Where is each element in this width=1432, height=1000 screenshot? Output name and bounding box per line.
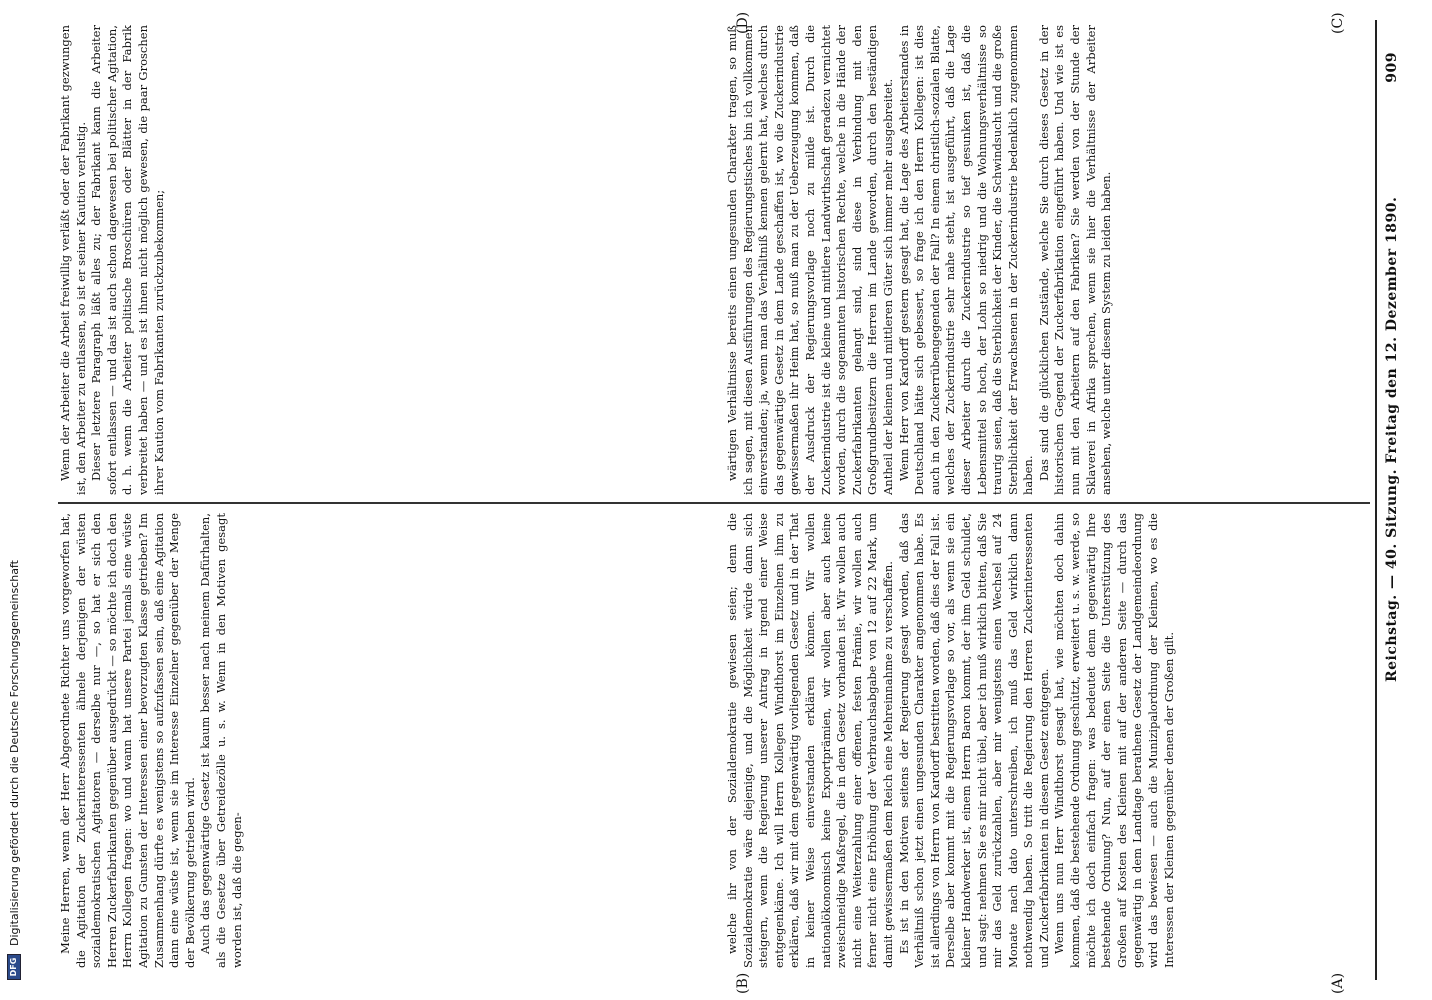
paragraph: welche ihr von der Sozialdemokratie gewiesen seien; denn die Sozialdemokratie wäre diejenige, und die Möglichkeit würde dann sich steigern, wenn die Regierung unserer Antrag in irgend einer Weise entgegenkäme. Ich will Herrn Kollegen Windthorst im Einzelnen ihm zu erklären, daß wir mit dem gegenwärtig vorliegenden Gesetz und in der That in keiner Weise einverstanden erklären können. Wir wollen nationalökonomisch keine Exportprämien, wir wollen aber auch keine zweischneidige Maßregel, die in dem Gesetz vorhanden ist. Wir wollen auch nicht eine Weiterzahlung einer offenen, festen Prämie, wir wollen auch ferner nicht eine Erhöhung der Verbrauchsabgabe von 12 auf 22 Mark, um damit gewissermaßen dem Reich eine Mehreinnahme zu verschaffen. <box>725 513 895 968</box>
column-divider <box>58 502 1370 504</box>
paragraph: Das sind die glücklichen Zustände, welche Sie durch dieses Gesetz in der historischen Gegend der Zuckerfabrikation eingeführt haben. Und wie ist es nun mit den Arbeitern auf den Fabriken? Sie werden von der Stunde der Sklaverei in Afrika sprechen, wenn sie hier die Verhältnisse der Arbeiter ansehen, welche unter diesem System zu leiden haben. <box>1036 25 1114 495</box>
credit-text: Digitalisierung gefördert durch die Deutsche Forschungsgemeinschaft <box>7 560 21 946</box>
paragraph: Wenn Herr von Kardorff gestern gesagt hat, die Lage des Arbeiterstandes in Deutschland hätte sich gebessert, so frage ich den Herrn Kollegen: ist dies auch in den Zuckerrübengegenden der Fall? In einem christlich-sozialen Blatte, welches der Zuckerindustrie sehr nahe steht, ist ausgeführt, daß die Lage dieser Arbeiter durch die Zuckerindustrie so tief gesunken ist, daß die Lebensmittel so hoch, der Lohn so niedrig und die Wohnungsverhältnisse so traurig seien, daß die Sterblichkeit der Kinder, die Schwindsucht und die große Sterblichkeit der Erwachsenen in der Zuckerindustrie bedenklich zugenommen haben. <box>896 25 1036 495</box>
sitting-title: Reichstag. — 40. Sitzung. Freitag den 12. Dezember 1890. <box>1384 196 1400 682</box>
column-left-lower <box>58 513 703 968</box>
margin-mark-d: (D) <box>735 11 751 34</box>
header-rule <box>1375 20 1377 980</box>
column-right-lower <box>58 25 703 495</box>
paragraph: Dieser letztere Paragraph läßt alles zu; der Fabrikant kann die Arbeiter sofort entlassen — und das ist auch schon dagewesen bei politischer Agitation, d. h. wenn die Arbeiter politische Broschüren oder Blätter in der Fabrik verbreitet haben — und es ist ihnen nicht möglich gewesen, die paar Groschen ihrer Kaution vom Fabrikanten zurückzubekommen; <box>89 25 166 495</box>
page-header <box>1382 32 1402 972</box>
page-number: 909 <box>1384 52 1400 83</box>
paragraph: Es ist in den Motiven seitens der Regierung gesagt worden, daß das Verhältniß schon jetzt einen ungesunden Charakter angenommen habe. Es ist allerdings von Herrn von Kardorff bestritten worden, daß dies der Fall ist. Derselbe aber kommt mit die Regierungsvorlage so vor, als wenn sie ein kleiner Handwerker ist, einem Herrn Baron kommt, der ihm Geld schuldet, und sagt: nehmen Sie es mir nicht übel, aber ich muß wirklich bitten, daß Sie mir das Geld zurückzahlen, aber mir wenigstens einen Wechsel auf 24 Monate nach dato unterschreiben, ich muß das Geld wirklich dann nothwendig haben. So tritt die Regierung den Herren Zuckerinteressenten und Zuckerfabrikanten in diesem Gesetz entgegen. <box>896 513 1051 968</box>
paragraph: wärtigen Verhältnisse bereits einen ungesunden Charakter tragen, so muß ich sagen, mit diesen Ausführungen des Regierungstisches bin ich vollkommen einverstanden; ja, wenn man das Verhältniß kennen gelernt hat, welches durch das gegenwärtige Gesetz in dem Lande geschaffen ist, wo die Zuckerindustrie gewissermaßen ihr Heim hat, so muß man zu der Ueberzeugung kommen, daß der Ausdruck der Regierungsvorlage noch zu milde ist. Durch die Zuckerindustrie ist die kleine und mittlere Landwirthschaft geradezu vernichtet worden, durch die sogenannten historischen Rechte, welche in die Hände der Zuckerfabrikanten gelangt sind, sind diese in Verbindung mit den Großgrundbesitzern die Herren im Lande geworden, durch den beständigen Antheil der kleinen und mittleren Güter sich immer mehr ausgebreitet. <box>725 25 895 495</box>
margin-mark-a: (A) <box>1330 972 1346 994</box>
paragraph: Meine Herren, wenn der Herr Abgeordnete Richter uns vorgeworfen hat, die Agitation der Zuckerinteressenten ähnele derjenigen der wüsten sozialdemokratischen Agitatoren — derselbe nur —, so hat er sich den Herren Zuckerfabrikanten gegenüber ausgedrückt — so möchte ich doch den Herrn Kollegen fragen: wo und wann hat unsere Partei jemals eine wüste Agitation zu Gunsten der Interessen einer bevorzugten Klasse getrieben? Im Zusammenhang dürfte es wenigstens so aufzufassen sein, daß eine Agitation dann eine wüste ist, wenn sie im Interesse Einzelner gegenüber der Menge der Bevölkerung getrieben wird. <box>58 513 197 968</box>
paragraph: Wenn uns nun Herr Windthorst gesagt hat, wie möchten doch dahin kommen, daß die bestehende Ordnung geschützt, erweitert u. s. w. werde, so möchte ich doch einfach fragen: was bedeutet denn gegenwärtig Ihre bestehende Ordnung? Nun, auf der einen Seite die Unterstützung des Großen auf Kosten des Kleinen mit auf der anderen Seite — durch das gegenwärtig in dem Landtage berathene Gesetz der Landgemeindeordnung wird das bewiesen — auch die Munizipalordnung der Kleinen, wo es die Interessen der Kleinen gegenüber denen der Großen gilt. <box>1052 513 1176 968</box>
digitization-credit <box>6 20 22 980</box>
margin-mark-b: (B) <box>735 972 751 994</box>
column-left-upper <box>725 513 1370 968</box>
paragraph: Wenn der Arbeiter die Arbeit freiwillig verläßt oder der Fabrikant gezwungen ist, den Arbeiter zu entlassen, so ist er seiner Kaution verlustig. <box>58 25 88 495</box>
column-right-upper <box>725 25 1370 495</box>
dfg-logo-icon: DFG <box>7 954 21 980</box>
margin-mark-c: (C) <box>1330 12 1346 34</box>
paragraph: Auch das gegenwärtige Gesetz ist kaum besser nach meinem Dafürhalten, als die Gesetze über Getreidezölle u. s. w. Wenn in den Motiven gesagt worden ist, daß die gegen- <box>198 513 244 968</box>
